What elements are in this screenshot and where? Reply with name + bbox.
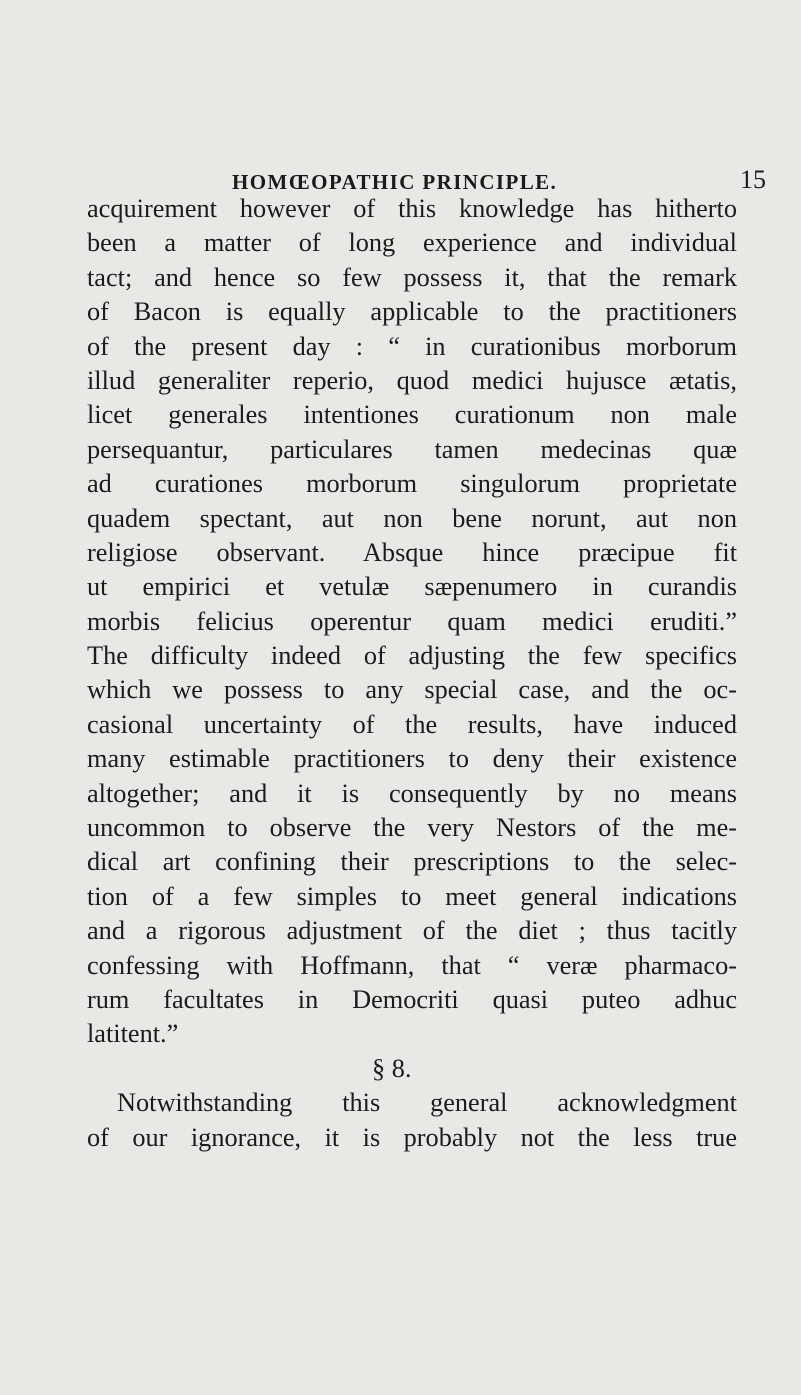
text-line: licet generales intentiones curationum non male [87,400,737,430]
text-line: The difficulty indeed of adjusting the few specifics [87,641,737,671]
body-text [87,192,737,1155]
text-line: illud generaliter reperio, quod medici hujusce ætatis, [87,365,737,395]
text-line: casional uncertainty of the results, have induced [87,709,737,739]
text-line: confessing with Hoffmann, that “ veræ pharmaco- [87,950,737,980]
section-heading: § 8. [372,1053,412,1083]
text-line: tion of a few simples to meet general indications [87,881,737,911]
text-line: ut empirici et vetulæ sæpenumero in curandis [87,572,737,602]
text-line: of the present day : “ in curationibus morborum [87,331,737,361]
running-title: HOMŒOPATHIC PRINCIPLE. [232,170,558,194]
text-line: altogether; and it is consequently by no means [87,778,737,808]
text-line: and a rigorous adjustment of the diet ; thus tacitly [87,916,737,946]
text-line: acquirement however of this knowledge has hitherto [87,194,737,223]
text-line: Notwithstanding this general acknowledgment [117,1088,737,1118]
text-line: tact; and hence so few possess it, that the remark [87,262,737,292]
text-line: latitent.” [87,1019,179,1049]
text-line: quadem spectant, aut non bene norunt, aut non [87,503,737,533]
text-line: religiose observant. Absque hince præcipue fit [87,537,737,567]
page-number: 15 [740,165,766,194]
text-line: dical art confining their prescriptions to the selec- [87,847,737,877]
text-line: morbis felicius operentur quam medici eruditi.” [87,606,737,636]
text-line: ad curationes morborum singulorum proprietate [87,469,737,499]
text-line: which we possess to any special case, and the oc- [87,675,737,705]
text-line: of our ignorance, it is probably not the less true [87,1122,737,1152]
text-line: of Bacon is equally applicable to the practitioners [87,297,737,327]
text-line: persequantur, particulares tamen medecinas quæ [87,434,737,464]
text-line: been a matter of long experience and individual [87,228,737,258]
text-line: uncommon to observe the very Nestors of the me- [87,813,737,843]
text-line: many estimable practitioners to deny their existence [87,744,737,774]
text-line: rum facultates in Democriti quasi puteo adhuc [87,984,737,1014]
